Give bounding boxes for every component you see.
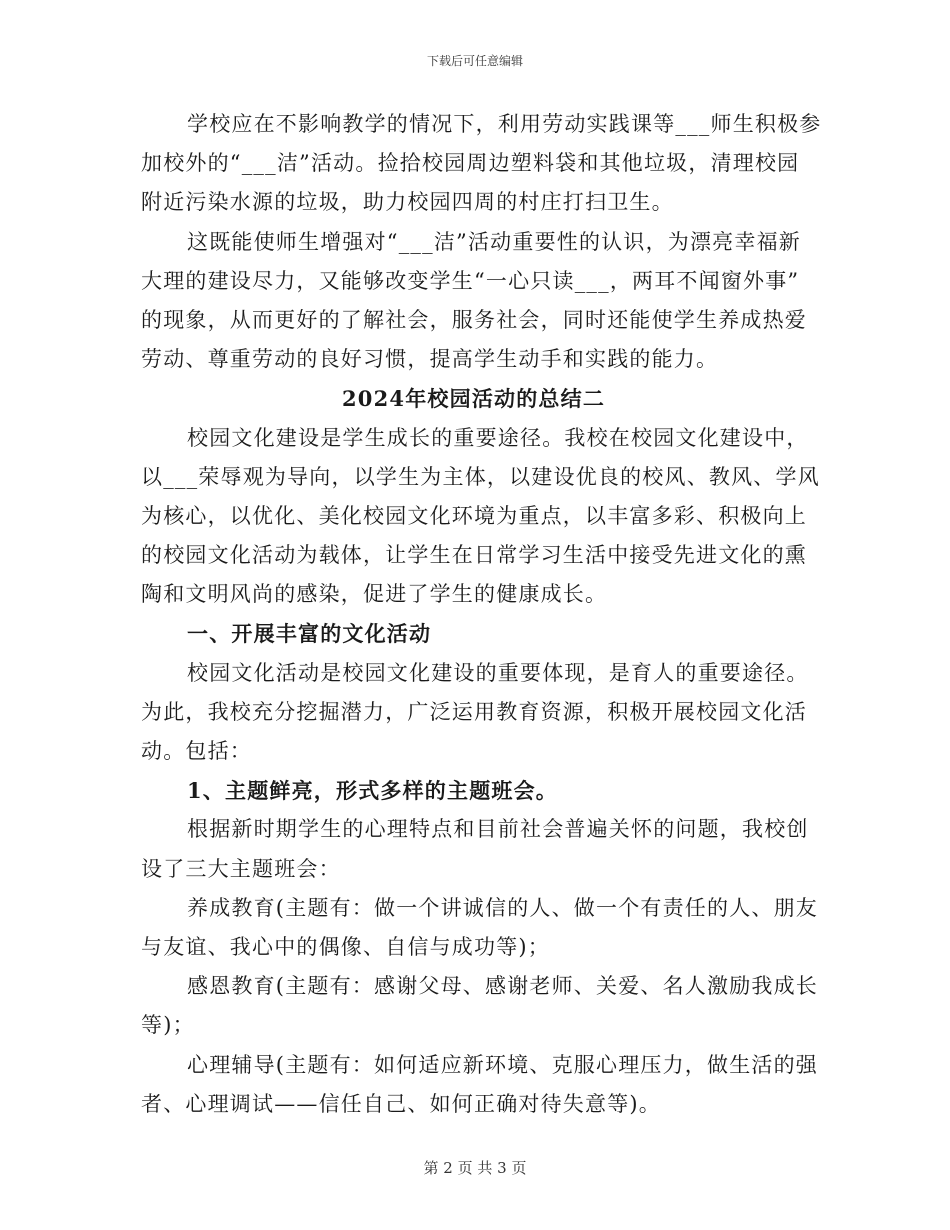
paragraph-line: 学校应在不影响教学的情况下，利用劳动实践课等___师生积极参 xyxy=(187,112,822,136)
paragraph-line: 劳动、尊重劳动的良好习惯，提高学生动手和实践的能力。 xyxy=(141,347,719,372)
paragraph-line: 大理的建设尽力，又能够改变学生“一心只读___，两耳不闻窗外事” xyxy=(141,268,800,293)
paragraph-line: 根据新时期学生的心理特点和目前社会普遍关怀的问题，我校创 xyxy=(187,817,809,842)
paragraph-line: 与友谊、我心中的偶像、自信与成功等)； xyxy=(141,934,550,959)
paragraph-line: 校园文化建设是学生成长的重要途径。我校在校园文化建设中， xyxy=(187,425,809,450)
document-body xyxy=(141,105,822,1124)
paragraph-line: 等)； xyxy=(141,1013,195,1038)
paragraph-line: 为此，我校充分挖掘潜力，广泛运用教育资源，积极开展校园文化活 xyxy=(141,699,807,724)
paragraph-line: 附近污染水源的垃圾，助力校园四周的村庄打扫卫生。 xyxy=(141,190,674,215)
paragraph-line: 感恩教育(主题有：感谢父母、感谢老师、关爱、名人激励我成长 xyxy=(187,974,818,999)
paragraph-line: 加校外的“___洁”活动。捡拾校园周边塑料袋和其他垃圾，清理校园 xyxy=(141,151,800,176)
paragraph-line: 的现象，从而更好的了解社会，服务社会，同时还能使学生养成热爱 xyxy=(141,307,807,332)
paragraph-line: 为核心，以优化、美化校园文化环境为重点，以丰富多彩、积极向上 xyxy=(141,503,807,528)
paragraph-line: 者、心理调试——信任自己、如何正确对待失意等)。 xyxy=(141,1091,661,1116)
paragraph-line: 的校园文化活动为载体，让学生在日常学习生活中接受先进文化的熏 xyxy=(141,543,807,568)
paragraph-line: 养成教育(主题有：做一个讲诚信的人、做一个有责任的人、朋友 xyxy=(187,895,818,920)
paragraph-line: 动。包括： xyxy=(141,739,252,763)
section-title: 2024年校园活动的总结二 xyxy=(341,386,606,412)
page-header-note: 下载后可任意编辑 xyxy=(426,54,523,68)
paragraph-line: 设了三大主题班会： xyxy=(141,856,341,881)
paragraph-line: 这既能使师生增强对“___洁”活动重要性的认识，为漂亮幸福新 xyxy=(187,229,801,254)
paragraph-line: 陶和文明风尚的感染，促进了学生的健康成长。 xyxy=(141,582,608,607)
paragraph-line: 心理辅导(主题有：如何适应新环境、克服心理压力，做生活的强 xyxy=(187,1052,818,1077)
paragraph-line: 以___荣辱观为导向，以学生为主体，以建设优良的校风、教风、学风 xyxy=(141,464,820,489)
page-footer: 第 2 页 共 3 页 xyxy=(423,1159,527,1177)
section-heading: 1、主题鲜亮，形式多样的主题班会。 xyxy=(187,778,559,804)
section-heading: 一、开展丰富的文化活动 xyxy=(187,621,432,647)
paragraph-line: 校园文化活动是校园文化建设的重要体现，是育人的重要途径。 xyxy=(187,660,809,685)
